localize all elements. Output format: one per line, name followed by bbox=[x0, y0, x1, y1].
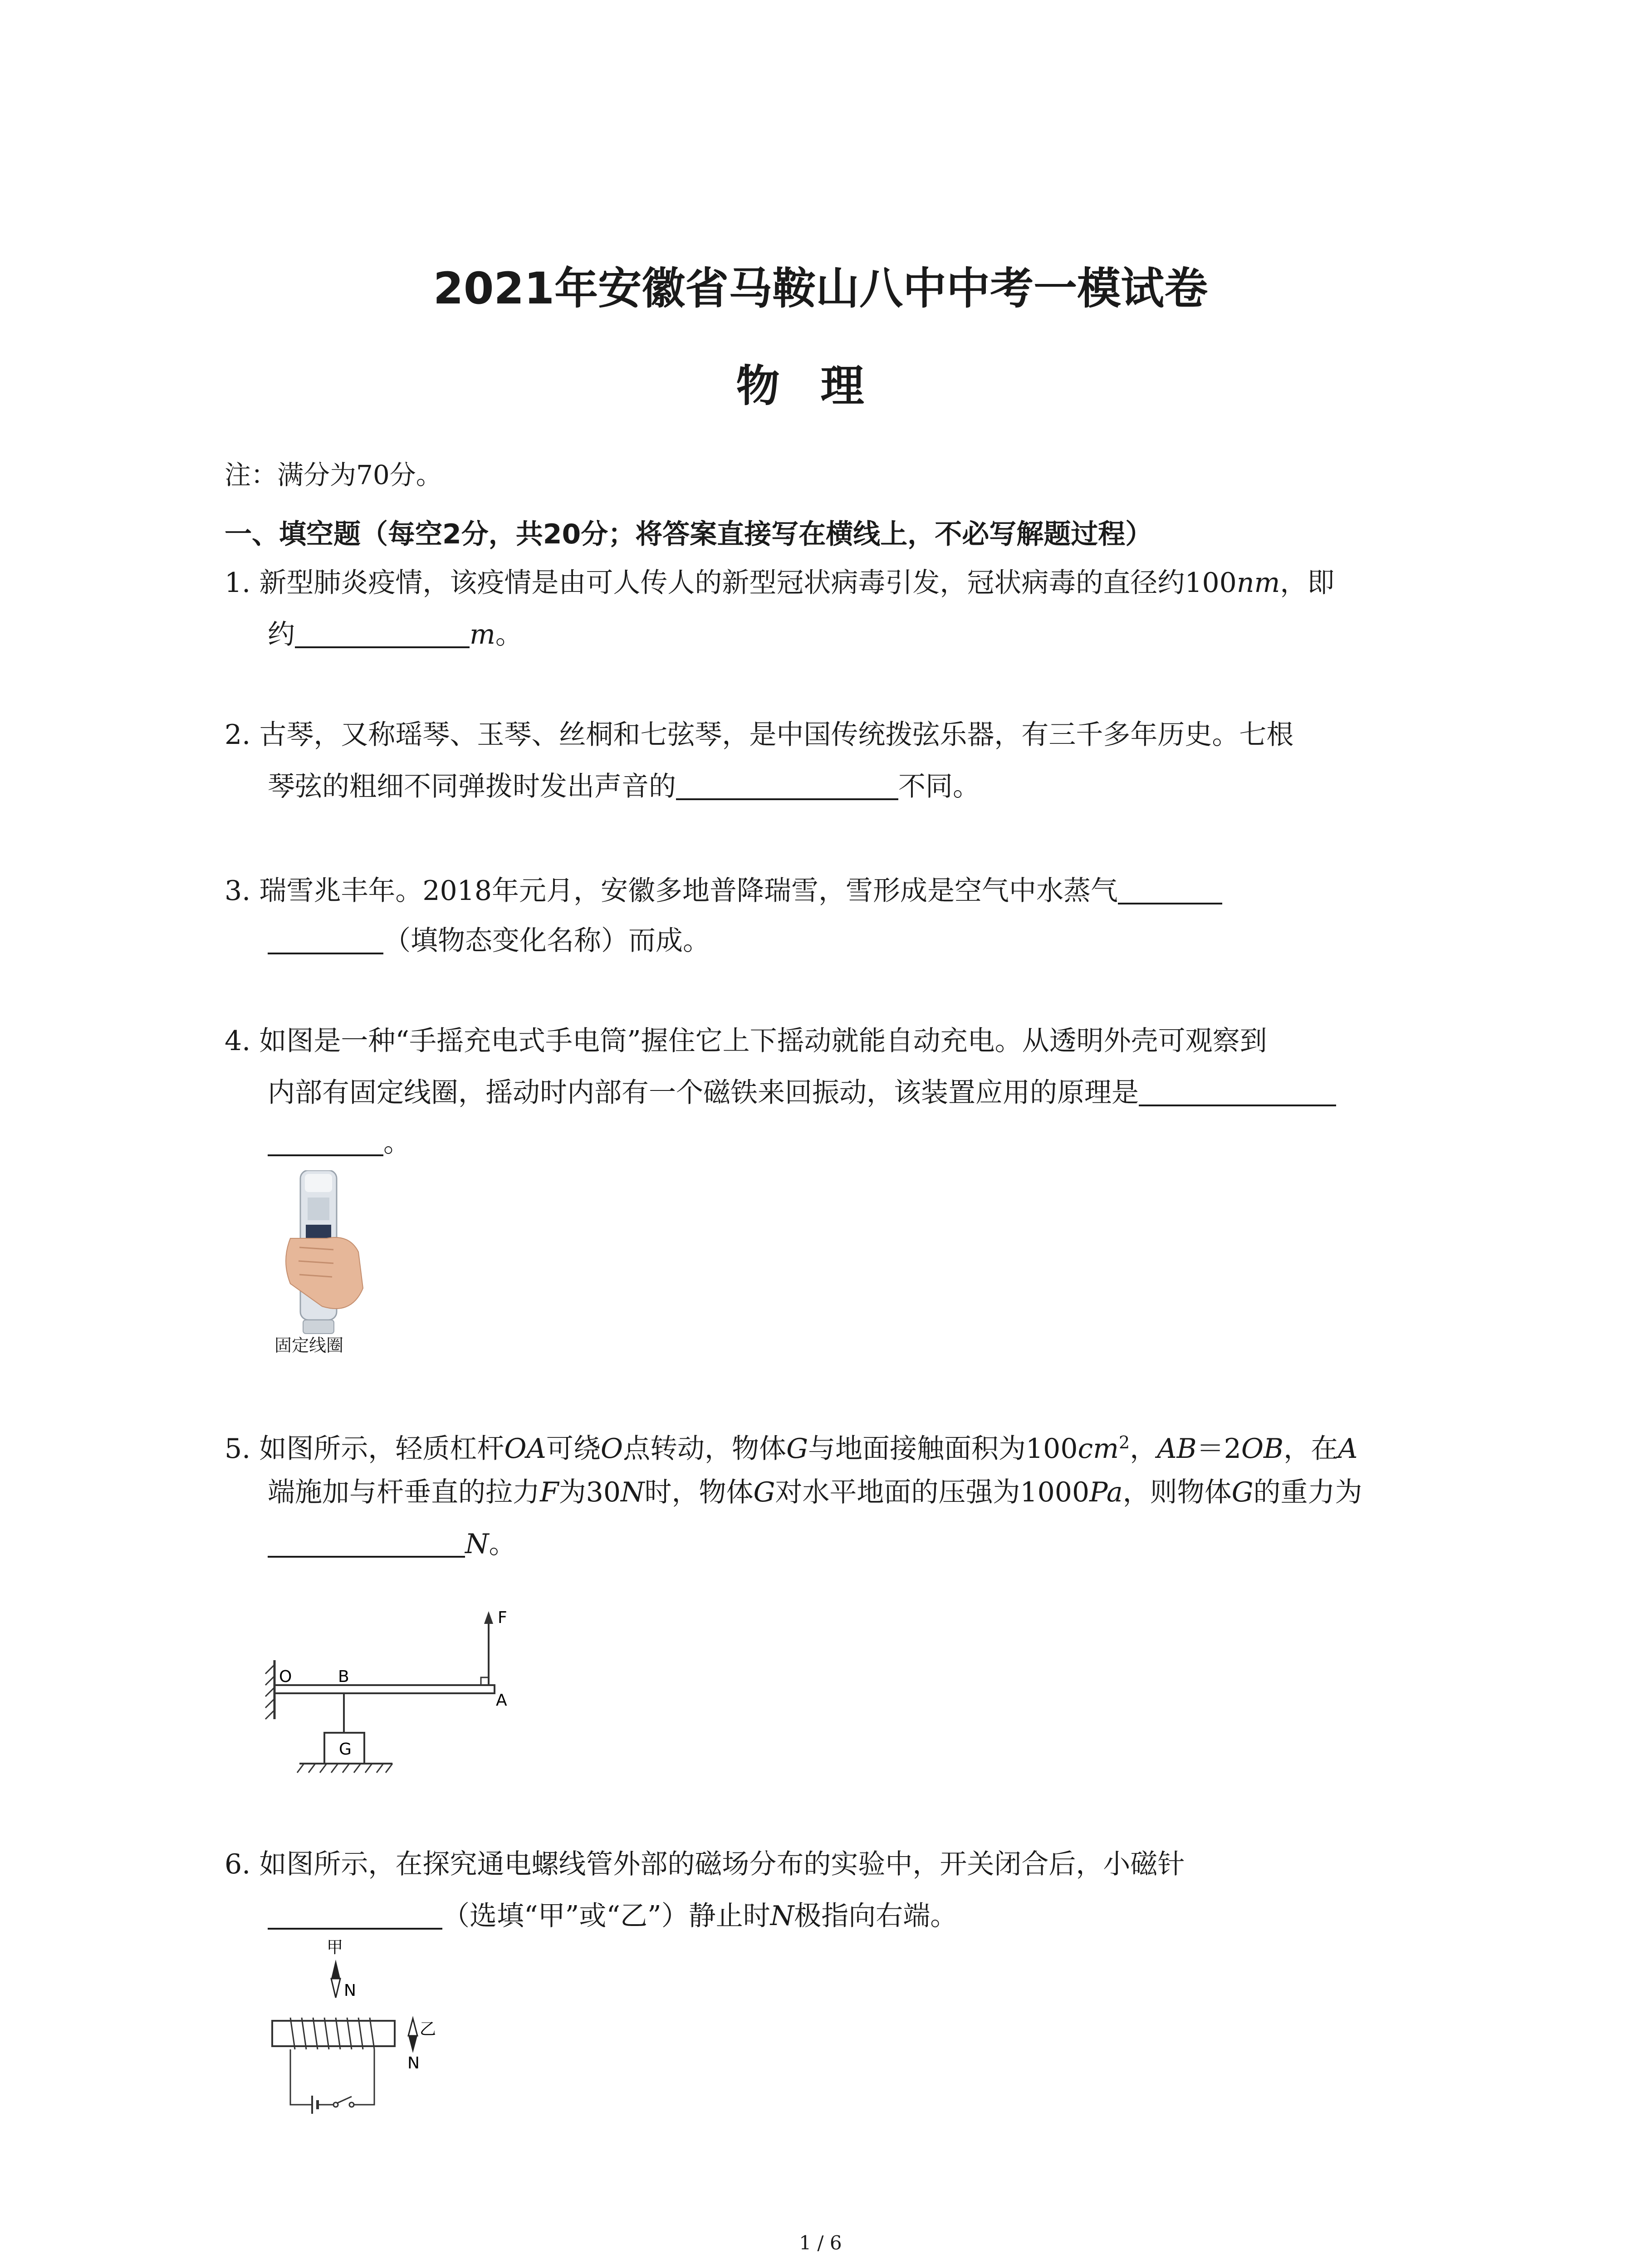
subject-title: 物理 bbox=[736, 361, 905, 411]
label-N-jia: N bbox=[344, 1981, 356, 2000]
question-1-line-1: 1. 新型肺炎疫情，该疫情是由可人传人的新型冠状病毒引发，冠状病毒的直径约100nm，即 bbox=[225, 567, 1335, 599]
label-yi: 乙 bbox=[420, 2020, 436, 2038]
question-6-line-1: 6. 如图所示，在探究通电螺线管外部的磁场分布的实验中，开关闭合后，小磁针 bbox=[225, 1848, 1185, 1880]
question-5-line-3: N。 bbox=[268, 1529, 516, 1558]
lever-diagram bbox=[263, 1606, 535, 1787]
solenoid-diagram bbox=[263, 1937, 481, 2127]
label-B: B bbox=[338, 1667, 349, 1686]
answer-blank-1[interactable] bbox=[295, 619, 470, 648]
flashlight-caption: 固定线圈 bbox=[274, 1335, 344, 1355]
answer-blank-5[interactable] bbox=[268, 1529, 465, 1558]
question-4-line-2: 内部有固定线圈，摇动时内部有一个磁铁来回振动，该装置应用的原理是 bbox=[268, 1077, 1336, 1106]
answer-blank-3b[interactable] bbox=[268, 925, 383, 954]
question-2-line-1: 2. 古琴，又称瑶琴、玉琴、丝桐和七弦琴，是中国传统拨弦乐器，有三千多年历史。七根 bbox=[225, 719, 1294, 751]
question-3-line-2: （填物态变化名称）而成。 bbox=[268, 925, 710, 954]
question-3-line-1: 3. 瑞雪兆丰年。2018年元月，安徽多地普降瑞雪，雪形成是空气中水蒸气 bbox=[225, 875, 1222, 904]
score-note: 注：满分为70分。 bbox=[225, 459, 442, 490]
page-title: 2021年安徽省马鞍山八中中考一模试卷 bbox=[433, 263, 1208, 314]
flashlight-photo bbox=[272, 1170, 381, 1347]
label-A: A bbox=[496, 1691, 507, 1710]
answer-blank-6[interactable] bbox=[268, 1901, 442, 1930]
page-number: 1 / 6 bbox=[799, 2232, 842, 2254]
question-4-line-1: 4. 如图是一种“手摇充电式手电筒”握住它上下摇动就能自动充电。从透明外壳可观察到 bbox=[225, 1025, 1267, 1057]
answer-blank-4b[interactable] bbox=[268, 1127, 383, 1156]
label-O: O bbox=[279, 1667, 292, 1686]
question-6-line-2: （选填“甲”或“乙”）静止时N极指向右端。 bbox=[268, 1901, 957, 1930]
question-5-line-1: 5. 如图所示，轻质杠杆OA可绕O点转动，物体G与地面接触面积为$100cm^2$，AB＝2OB，在A bbox=[225, 1432, 1358, 1465]
section-heading: 一、填空题（每空2分，共20分；将答案直接写在横线上，不必写解题过程） bbox=[225, 518, 1153, 550]
label-jia: 甲 bbox=[327, 1938, 343, 1957]
question-5-line-2: 端施加与杆垂直的拉力F为30N时，物体G对水平地面的压强为1000Pa，则物体G的重力为 bbox=[268, 1476, 1362, 1508]
answer-blank-2[interactable] bbox=[676, 771, 898, 800]
answer-blank-3a[interactable] bbox=[1118, 875, 1222, 904]
label-N-yi: N bbox=[407, 2054, 420, 2072]
label-F: F bbox=[498, 1608, 507, 1627]
question-4-line-3: 。 bbox=[268, 1127, 411, 1156]
question-1-line-2: 约 m。 bbox=[268, 619, 523, 650]
question-2-line-2: 琴弦的粗细不同弹拨时发出声音的 不同。 bbox=[268, 771, 980, 802]
label-G: G bbox=[339, 1740, 352, 1759]
answer-blank-4a[interactable] bbox=[1139, 1077, 1336, 1106]
